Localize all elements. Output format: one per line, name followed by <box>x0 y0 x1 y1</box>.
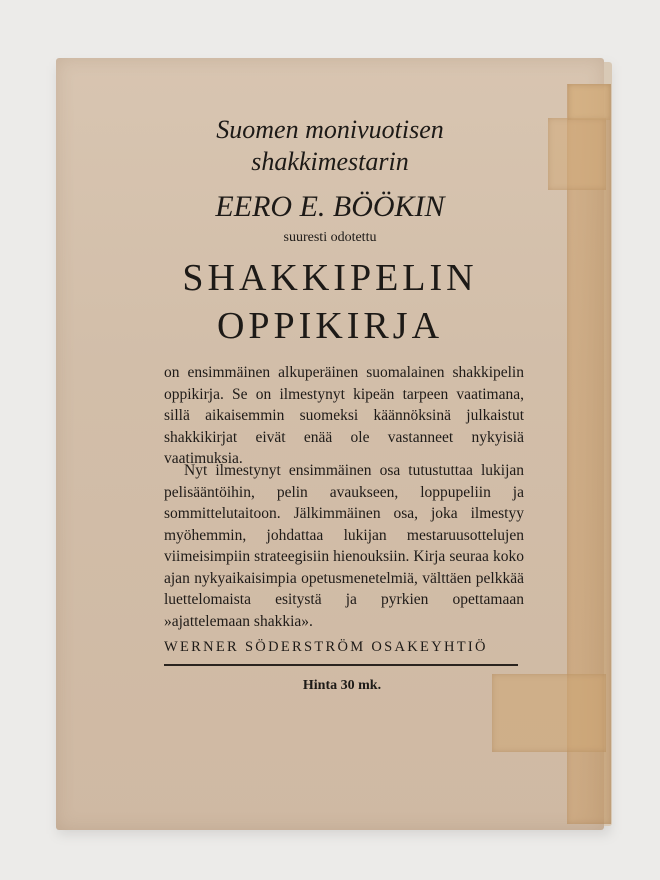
paragraph-2-text: Nyt ilmestynyt ensimmäinen osa tutustuttaa lukijan pelisääntöihin, pelin avaukseen, loppupeliin ja sommittelutaitoon. Jälkimmäinen osa, joka ilmestyy myöhemmin, johdattaa lukijan mestaruusottelujen viimeisimpiin strateegisiin hienouksiin. Kirja seuraa koko ajan nykyaikaisimpia opetusmenetelmiä, välttäen pelkkää luettelomaista esitystä ja pyrkien opettamaan »ajattelemaan shakkia». <box>164 462 524 630</box>
title-line-2: OPPIKIRJA <box>216 305 444 347</box>
description-paragraph-1 <box>164 362 524 470</box>
intro-line-1: Suomen monivuotisen <box>216 115 444 144</box>
price-label: Hinta 30 mk. <box>302 678 382 693</box>
tape-patch-top <box>548 118 606 190</box>
publisher-name: WERNER SÖDERSTRÖM OSAKEYHTIÖ <box>164 639 488 655</box>
awaited-text: suuresti odotettu <box>283 230 377 245</box>
paragraph-1-text: on ensimmäinen alkuperäinen suomalainen shakkipelin oppikirja. Se on ilmestynyt kipeän tarpeen vaatimana, sillä aikaisemmin suomeksi käännöksinä julkaistut shakkikirjat eivät enää ole vastanneet nykyisiä vaatimuksia. <box>164 364 524 467</box>
publisher-rule <box>164 664 518 666</box>
author-name: EERO E. BÖÖKIN <box>215 190 445 223</box>
tape-patch-corner <box>568 84 610 120</box>
description-paragraph-2 <box>164 460 524 632</box>
intro-text <box>150 114 510 178</box>
title-line-1: SHAKKIPELIN <box>182 257 478 299</box>
book-title <box>150 254 510 350</box>
intro-line-2: shakkimestarin <box>251 147 409 176</box>
